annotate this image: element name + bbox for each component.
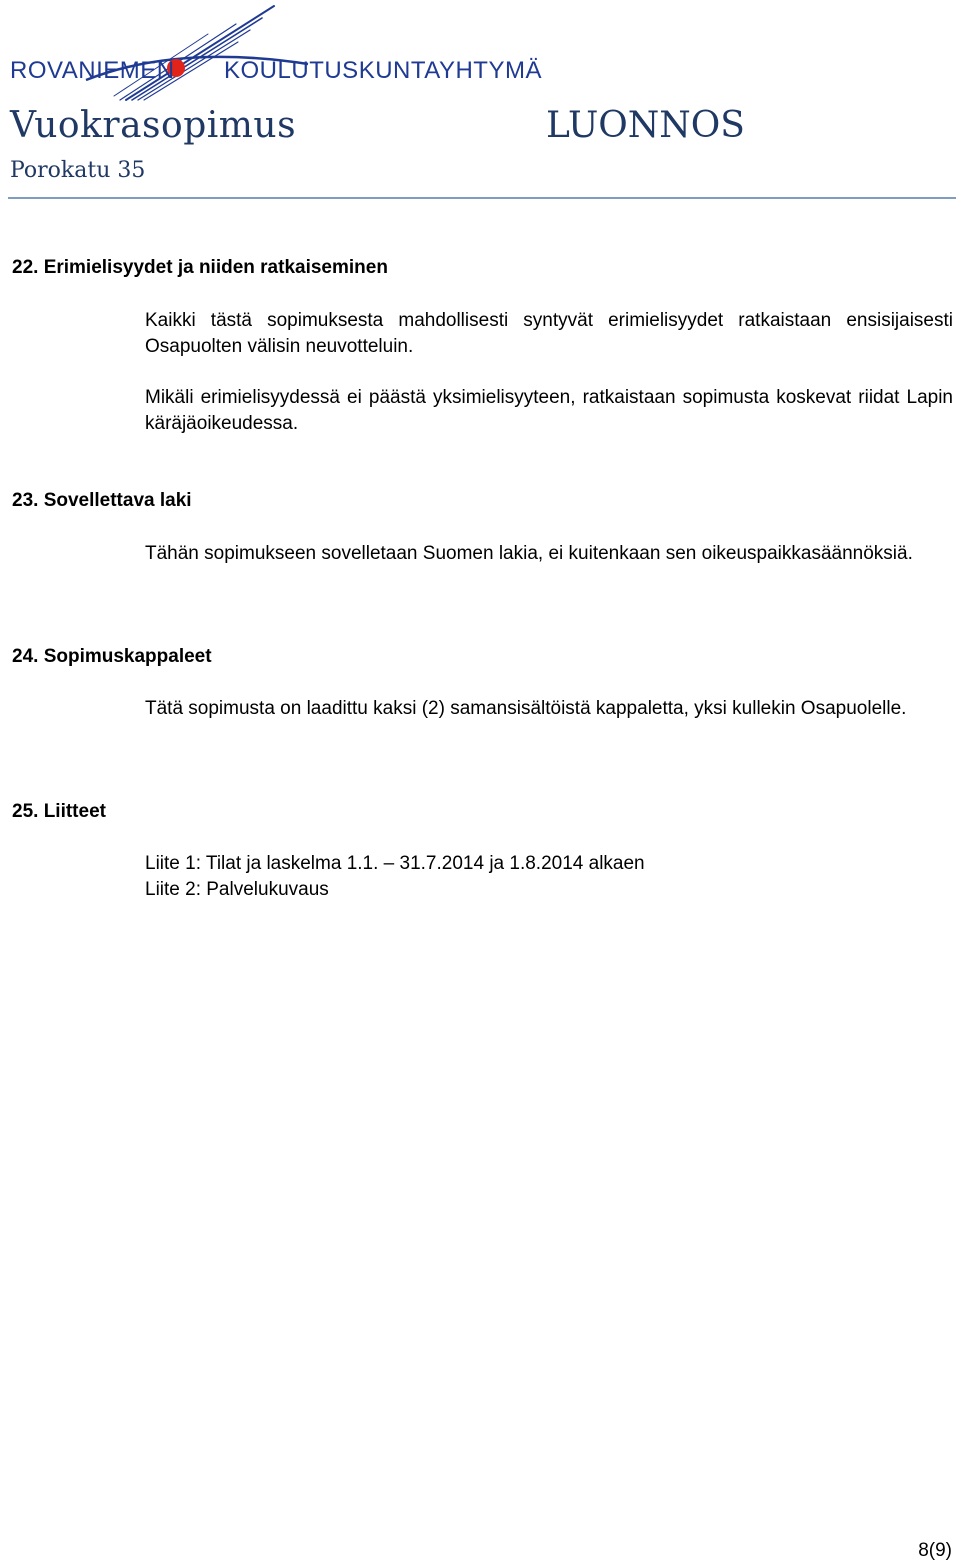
- section-22-paragraph-1: Kaikki tästä sopimuksesta mahdollisesti syntyvät erimielisyydet ratkaistaan ensisijaisesti Osapuolten välisin neuvotteluin.: [145, 310, 953, 357]
- draft-label: LUONNOS: [546, 105, 745, 146]
- section-heading-23: 23. Sovellettava laki: [12, 490, 192, 511]
- section-24-paragraph-1: Tätä sopimusta on laadittu kaksi (2) samansisältöistä kappaletta, yksi kullekin Osapuolelle.: [145, 698, 907, 719]
- logo-text-right: KOULUTUSKUNTAYHTYMÄ: [224, 57, 542, 84]
- document-subtitle: Porokatu 35: [10, 158, 146, 183]
- organization-logo: [8, 4, 542, 104]
- section-heading-24: 24. Sopimuskappaleet: [12, 646, 212, 667]
- logo-graphic: [8, 4, 542, 104]
- attachment-item-1: Liite 1: Tilat ja laskelma 1.1. – 31.7.2014 ja 1.8.2014 alkaen: [145, 853, 645, 874]
- section-heading-22: 22. Erimielisyydet ja niiden ratkaiseminen: [12, 257, 388, 278]
- attachment-item-2: Liite 2: Palvelukuvaus: [145, 879, 329, 900]
- section-22-paragraph-2: Mikäli erimielisyydessä ei päästä yksimielisyyteen, ratkaistaan sopimusta koskevat riidat Lapin käräjäoikeudessa.: [145, 387, 953, 434]
- document-title: Vuokrasopimus: [10, 105, 297, 146]
- header-divider: [8, 197, 956, 199]
- page-number: 8(9): [918, 1540, 952, 1561]
- logo-text-left: ROVANIEMEN: [10, 57, 175, 84]
- logo-stripes: [114, 6, 274, 100]
- section-23-paragraph-1: Tähän sopimukseen sovelletaan Suomen lakia, ei kuitenkaan sen oikeuspaikkasäännöksiä.: [145, 543, 913, 564]
- section-heading-25: 25. Liitteet: [12, 801, 106, 822]
